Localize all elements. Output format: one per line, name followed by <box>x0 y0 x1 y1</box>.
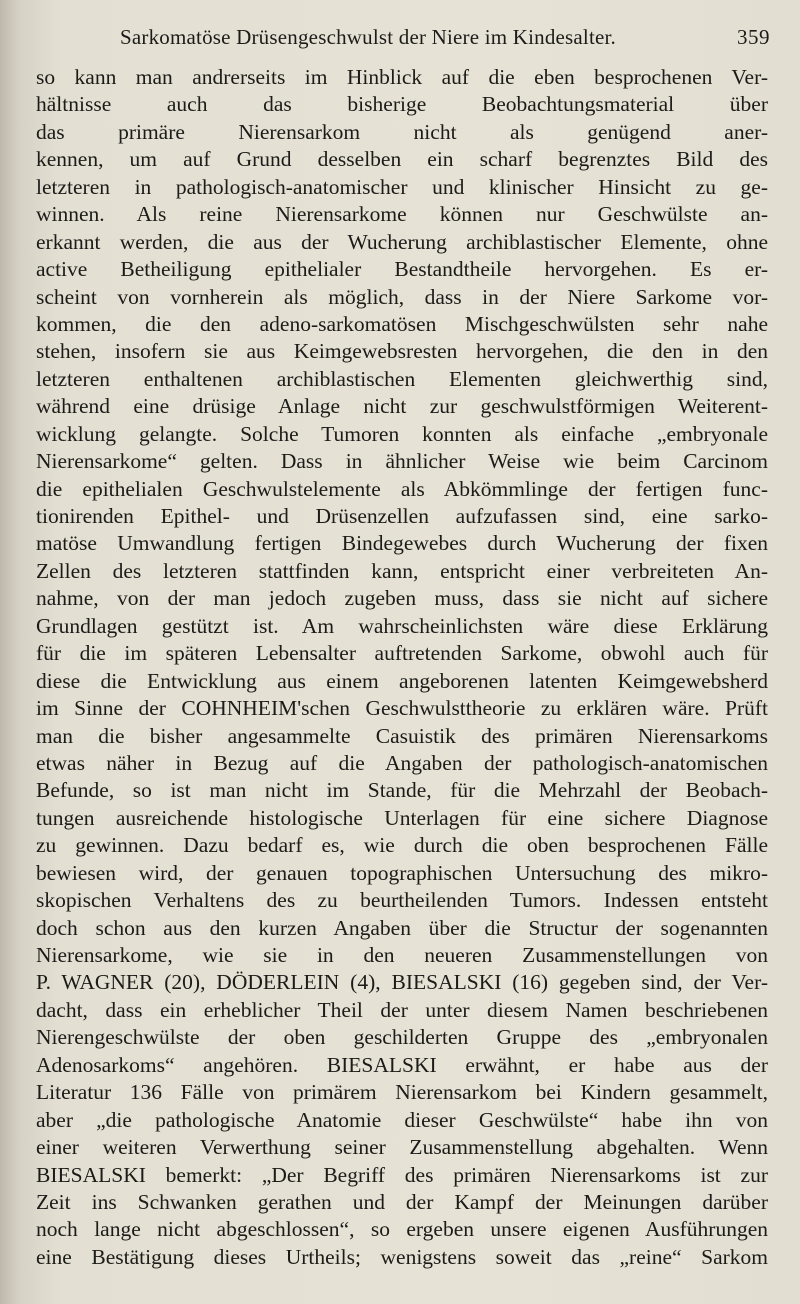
text-line: Zeit ins Schwanken gerathen und der Kampf der Meinungen darüber <box>36 1189 768 1214</box>
text-line: kennen, um auf Grund desselben ein scharf begrenztes Bild des <box>36 147 768 172</box>
text-line: wicklung gelangte. Solche Tumoren konnten als einfache „embryonale <box>36 421 768 446</box>
text-line: Adenosarkoms“ angehören. BIESALSKI erwähnt, er habe aus der <box>36 1052 768 1077</box>
text-line: Nierensarkome“ gelten. Dass in ähnlicher Weise wie beim Carcinom <box>36 449 768 474</box>
text-line: im Sinne der COHNHEIM'schen Geschwulsttheorie zu erklären wäre. Prüft <box>36 696 768 721</box>
text-line: tungen ausreichende histologische Unterlagen für eine sichere Diagnose <box>36 805 768 830</box>
text-line: doch schon aus den kurzen Angaben über die Structur der sogenannten <box>36 915 768 940</box>
text-line: zu gewinnen. Dazu bedarf es, wie durch die oben besprochenen Fälle <box>36 833 768 858</box>
text-line: die epithelialen Geschwulstelemente als Abkömmlinge der fertigen func- <box>36 476 768 501</box>
text-line: einer weiteren Verwerthung seiner Zusammenstellung abgehalten. Wenn <box>36 1135 768 1160</box>
text-line: so kann man andrerseits im Hinblick auf die eben besprochenen Ver- <box>36 65 768 89</box>
text-line: Zellen des letzteren stattfinden kann, entspricht einer verbreiteten An- <box>36 558 768 583</box>
text-line: dacht, dass ein erheblicher Theil der unter diesem Namen beschriebenen <box>36 997 768 1022</box>
text-line: hältnisse auch das bisherige Beobachtungsmaterial über <box>36 92 768 117</box>
text-line: P. WAGNER (20), DÖDERLEIN (4), BIESALSKI (16) gegeben sind, der Ver- <box>36 970 768 995</box>
text-line: letzteren in pathologisch-anatomischer und klinischer Hinsicht zu ge- <box>36 174 768 199</box>
text-line: letzteren enthaltenen archiblastischen Elementen gleichwerthig sind, <box>36 366 768 391</box>
page-number: 359 <box>737 25 770 49</box>
text-line: active Betheiligung epithelialer Bestandtheile hervorgehen. Es er- <box>36 257 768 282</box>
text-line: Befunde, so ist man nicht im Stande, für die Mehrzahl der Beobach- <box>36 778 768 803</box>
text-line: Nierengeschwülste der oben geschilderten Gruppe des „embryonalen <box>36 1025 768 1050</box>
running-title: Sarkomatöse Drüsengeschwulst der Niere im Kindesalter. <box>120 25 617 49</box>
text-line: noch lange nicht abgeschlossen“, so ergeben unsere eigenen Ausführungen <box>36 1217 768 1242</box>
text-line: eine Bestätigung dieses Urtheils; wenigstens soweit das „reine“ Sarkom <box>36 1244 768 1269</box>
text-line: BIESALSKI bemerkt: „Der Begriff des primären Nierensarkoms ist zur <box>36 1162 768 1187</box>
text-line: aber „die pathologische Anatomie dieser Geschwülste“ habe ihn von <box>36 1107 768 1132</box>
text-line: diese die Entwicklung aus einem angeborenen latenten Keimgewebsherd <box>36 668 768 693</box>
text-line: erkannt werden, die aus der Wucherung archiblastischer Elemente, ohne <box>36 229 768 254</box>
text-line: Grundlagen gestützt ist. Am wahrscheinlichsten wäre diese Erklärung <box>36 613 768 638</box>
text-line: Literatur 136 Fälle von primärem Nierensarkom bei Kindern gesammelt, <box>36 1080 768 1105</box>
text-line: matöse Umwandlung fertigen Bindegewebes durch Wucherung der fixen <box>36 531 768 556</box>
text-line: tionirenden Epithel- und Drüsenzellen aufzufassen sind, eine sarko- <box>36 504 768 528</box>
text-line: kommen, die den adeno-sarkomatösen Mischgeschwülsten sehr nahe <box>36 311 768 336</box>
text-line: während eine drüsige Anlage nicht zur geschwulstförmigen Weiterent- <box>36 394 768 419</box>
text-line: Nierensarkome, wie sie in den neueren Zusammenstellungen von <box>36 943 768 967</box>
text-line: scheint von vornherein als möglich, dass in der Niere Sarkome vor- <box>36 284 768 309</box>
text-line: bewiesen wird, der genauen topographischen Untersuchung des mikro- <box>36 860 768 885</box>
text-line: nahme, von der man jedoch zugeben muss, dass sie nicht auf sichere <box>36 586 768 611</box>
text-line: für die im späteren Lebensalter auftretenden Sarkome, obwohl auch für <box>36 641 768 666</box>
text-line: etwas näher in Bezug auf die Angaben der pathologisch-anatomischen <box>36 750 768 775</box>
running-head <box>120 20 770 54</box>
text-line: skopischen Verhaltens des zu beurtheilenden Tumors. Indessen entsteht <box>36 888 768 913</box>
text-line: stehen, insofern sie aus Keimgewebsresten hervorgehen, die den in den <box>36 339 768 364</box>
text-line: winnen. Als reine Nierensarkome können nur Geschwülste an- <box>36 202 768 227</box>
text-line: man die bisher angesammelte Casuistik des primären Nierensarkoms <box>36 723 768 748</box>
body-text <box>36 64 768 1271</box>
text-line: das primäre Nierensarkom nicht als genügend aner- <box>36 119 768 144</box>
